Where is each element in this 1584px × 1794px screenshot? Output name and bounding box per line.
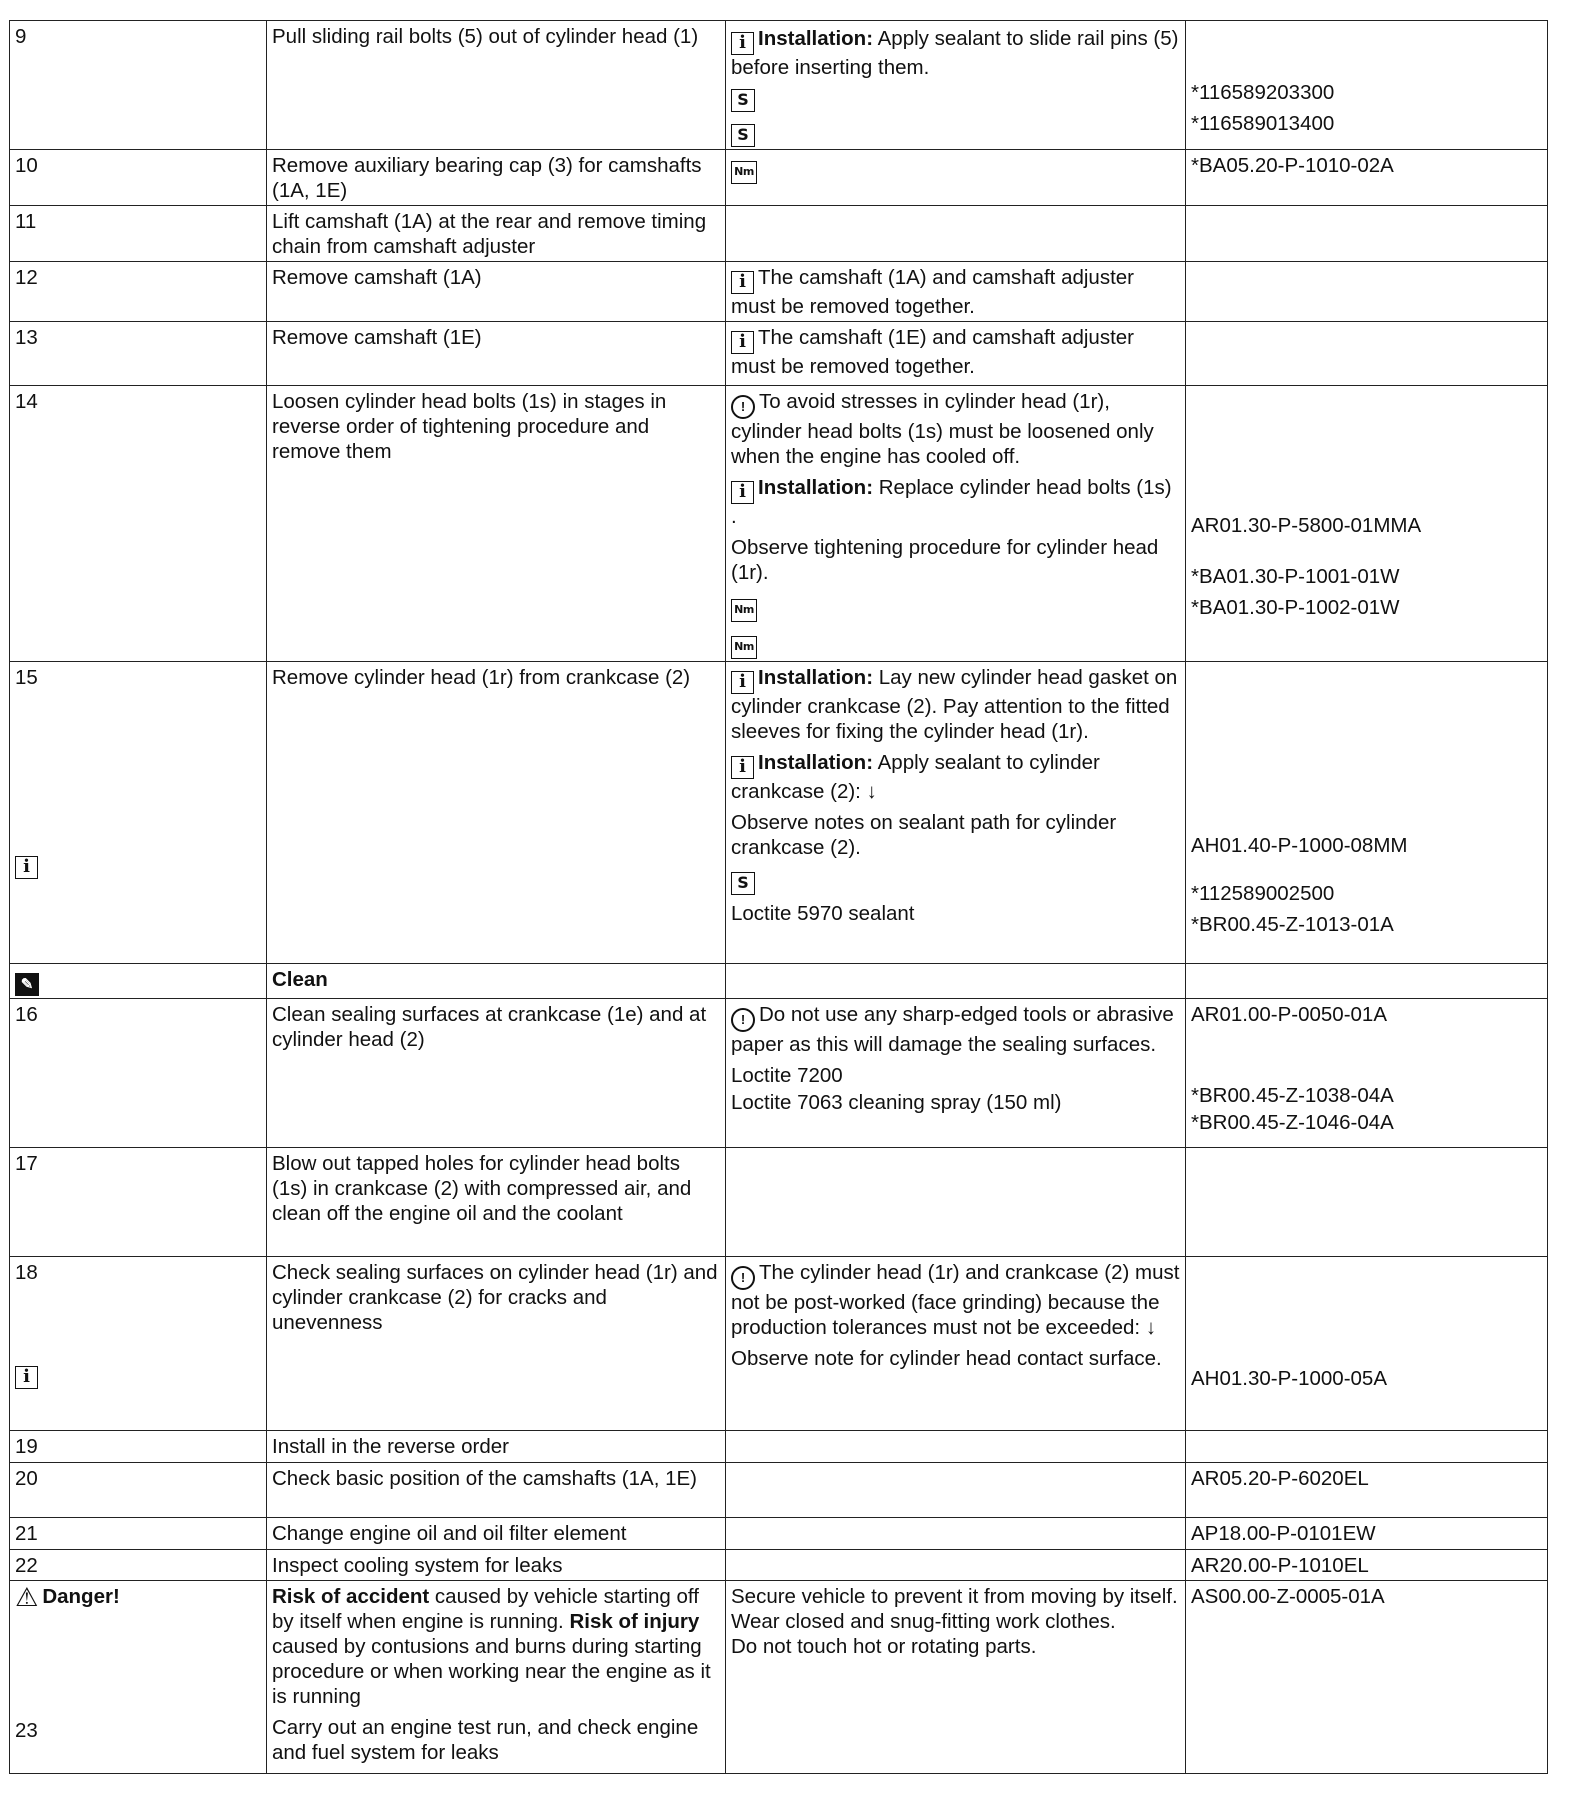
step-label: 20 [15,1467,38,1490]
operation-text: Loosen cylinder head bolts (1s) in stages in reverse order of tightening procedure and remove them [272,390,667,463]
operation-text: Check basic position of the camshafts (1A, 1E) [272,1467,698,1490]
danger-label: Danger! [42,1585,120,1608]
table-row [10,21,1548,150]
table-row [10,1431,1548,1463]
reference-link[interactable]: AR01.30-P-5800-01MMA [1191,514,1422,537]
note-text: Observe tightening procedure for cylinder head (1r). [731,536,1159,584]
table-row [10,322,1548,386]
arrow-down-icon: ↓ [1145,1316,1157,1339]
reference-link[interactable]: AH01.30-P-1000-05A [1191,1367,1388,1390]
caution-icon: ! [731,395,755,419]
note-text: Apply sealant to cylinder crankcase (2): [731,751,1100,803]
note-text: Do not use any sharp-edged tools or abrasive paper as this will damage the sealing surfaces. [731,1003,1174,1056]
caution-icon: ! [731,1266,755,1290]
table-row [10,1148,1548,1257]
reference-link[interactable]: *BR00.45-Z-1038-04A [1191,1084,1394,1107]
operation-text: Check sealing surfaces on cylinder head (1r) and cylinder crankcase (2) for cracks and unevenness [272,1261,718,1334]
operation-text: Pull sliding rail bolts (5) out of cylinder head (1) [272,25,699,48]
step-label: 23 [15,1719,38,1742]
operation-text: Install in the reverse order [272,1435,510,1458]
step-label: 9 [15,25,27,48]
info-icon: i [731,271,754,294]
operation-text: Inspect cooling system for leaks [272,1554,563,1577]
reference-link[interactable]: *116589013400 [1191,112,1335,135]
table-row [10,662,1548,964]
step-number [10,21,267,150]
table-row [10,1581,1548,1774]
note-text: Observe notes on sealant path for cylinder crankcase (2). [731,811,1117,859]
operation-text: Remove auxiliary bearing cap (3) for camshafts (1A, 1E) [272,154,702,202]
caution-icon: ! [731,1008,755,1032]
step-label: 12 [15,266,38,289]
step-label: 19 [15,1435,38,1458]
info-icon: i [15,856,38,879]
section-heading: Clean [272,968,328,991]
info-icon: i [731,481,754,504]
note-text: The camshaft (1A) and camshaft adjuster must be removed together. [731,266,1135,318]
info-icon: i [731,671,754,694]
reference-cell [1186,21,1548,150]
special-tool-icon: S [731,89,755,112]
info-icon: i [731,756,754,779]
safety-measure: Do not touch hot or rotating parts. [731,1635,1037,1658]
reference-link[interactable]: *BA01.30-P-1002-01W [1191,596,1400,619]
info-icon: i [731,331,754,354]
info-icon: i [731,32,754,55]
note-text: Loctite 7063 cleaning spray (150 ml) [731,1091,1062,1114]
step-label: 18 [15,1261,38,1284]
operation-text: Remove cylinder head (1r) from crankcase (2) [272,666,691,689]
note-text: Observe note for cylinder head contact surface. [731,1347,1162,1370]
operation-text: Lift camshaft (1A) at the rear and remove timing chain from camshaft adjuster [272,210,707,258]
reference-link[interactable]: *112589002500 [1191,882,1335,905]
risk-text: caused by contusions and burns during starting procedure or when working near the engine as it is running [272,1635,711,1708]
step-label: 15 [15,666,38,689]
step-label: 17 [15,1152,38,1175]
note-text: Lay new cylinder head gasket on cylinder crankcase (2). Pay attention to the fitted sleeves for fixing the cylinder head (1r). [731,666,1178,743]
safety-measure: Secure vehicle to prevent it from moving by itself. [731,1585,1178,1608]
step-label: 14 [15,390,38,413]
clean-icon: ✎ [15,973,39,996]
operation-text: Blow out tapped holes for cylinder head bolts (1s) in crankcase (2) with compressed air, and clean off the engine oil and the coolant [272,1152,692,1225]
reference-link[interactable]: *BA05.20-P-1010-02A [1191,154,1394,177]
note-text: Loctite 5970 sealant [731,902,915,925]
note-label: Installation: [758,476,874,499]
reference-link[interactable]: *116589203300 [1191,81,1335,104]
note-text: To avoid stresses in cylinder head (1r), cylinder head bolts (1s) must be loosened only when the engine has cooled off. [731,390,1154,468]
step-label: 22 [15,1554,38,1577]
arrow-down-icon: ↓ [866,780,877,803]
table-row [10,1550,1548,1581]
risk-heading: Risk of injury [569,1610,700,1633]
reference-link[interactable]: AR20.00-P-1010EL [1191,1554,1369,1577]
step-label: 10 [15,154,38,177]
table-row [10,150,1548,206]
table-row [10,1463,1548,1518]
reference-link[interactable]: AR01.00-P-0050-01A [1191,1003,1388,1026]
operation-text: Remove camshaft (1E) [272,326,482,349]
reference-link[interactable]: AS00.00-Z-0005-01A [1191,1585,1385,1608]
operation-text: Change engine oil and oil filter element [272,1522,627,1545]
table-row [10,262,1548,322]
procedure-table [9,20,1548,1774]
operation-text: Clean sealing surfaces at crankcase (1e) and at cylinder head (2) [272,1003,707,1051]
table-row [10,386,1548,662]
reference-link[interactable]: *BR00.45-Z-1046-04A [1191,1111,1394,1134]
risk-text: caused by vehicle starting off by itself when engine is running. [272,1585,699,1633]
step-label: 13 [15,326,38,349]
table-row [10,1257,1548,1431]
table-row [10,964,1548,999]
torque-icon: Nm [731,599,757,622]
note-label: Installation: [758,751,874,774]
torque-icon: Nm [731,636,757,659]
reference-link[interactable]: *BA01.30-P-1001-01W [1191,565,1400,588]
table-row [10,1518,1548,1550]
note-text: Apply sealant to slide rail pins (5) before inserting them. [731,27,1179,79]
note-text: The cylinder head (1r) and crankcase (2) must not be post-worked (face grinding) because the production tolerances must not be exceeded: [731,1261,1180,1339]
note-label: Installation: [758,27,874,50]
reference-link[interactable]: AR05.20-P-6020EL [1191,1467,1369,1490]
table-row [10,206,1548,262]
step-label: 11 [15,210,37,233]
special-tool-icon: S [731,124,755,147]
safety-measure: Wear closed and snug-fitting work clothes. [731,1610,1116,1633]
note-text: The camshaft (1E) and camshaft adjuster must be removed together. [731,326,1135,378]
step-label: 21 [15,1522,38,1545]
danger-icon: ⚠ [15,1582,39,1612]
notes-cell [726,21,1186,150]
operation-cell [267,21,726,150]
reference-link[interactable]: AP18.00-P-0101EW [1191,1522,1376,1545]
table-row [10,999,1548,1148]
reference-link[interactable]: *BR00.45-Z-1013-01A [1191,913,1394,936]
operation-text: Remove camshaft (1A) [272,266,482,289]
step-label: 16 [15,1003,38,1026]
info-icon: i [15,1366,38,1389]
reference-link[interactable]: AH01.40-P-1000-08MM [1191,834,1408,857]
special-tool-icon: S [731,872,755,895]
note-label: Installation: [758,666,874,689]
torque-icon: Nm [731,161,757,184]
note-text: Replace cylinder head bolts (1s) . [731,476,1172,528]
risk-heading: Risk of accident [272,1585,430,1608]
note-text: Loctite 7200 [731,1064,843,1087]
operation-text: Carry out an engine test run, and check engine and fuel system for leaks [272,1716,699,1764]
